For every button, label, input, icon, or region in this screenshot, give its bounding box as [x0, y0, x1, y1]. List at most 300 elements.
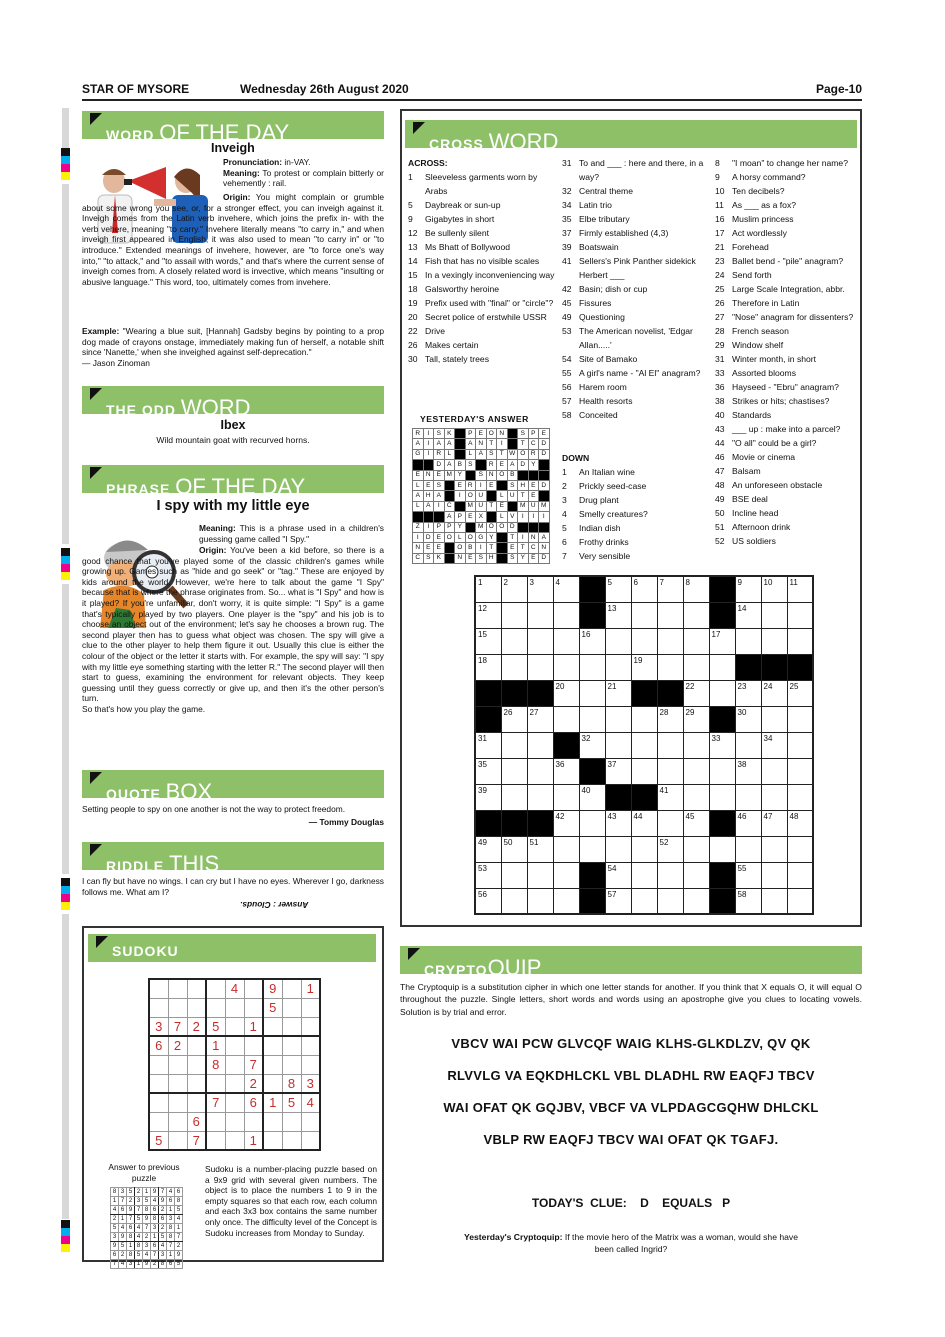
sudoku-cell[interactable] — [225, 1093, 244, 1112]
sudoku-cell[interactable]: 5 — [282, 1093, 301, 1112]
sudoku-cell[interactable] — [187, 1093, 206, 1112]
sudoku-cell[interactable]: 1 — [244, 1131, 263, 1150]
crossword-cell[interactable] — [553, 602, 579, 628]
crossword-cell[interactable]: 20 — [553, 680, 579, 706]
crossword-cell[interactable]: 8 — [683, 576, 709, 602]
crossword-cell[interactable]: 51 — [527, 836, 553, 862]
crossword-cell[interactable] — [657, 758, 683, 784]
answer-cell: 6 — [167, 1260, 175, 1269]
black-square — [539, 460, 550, 470]
sudoku-cell[interactable]: 8 — [206, 1055, 225, 1074]
sudoku-cell[interactable] — [301, 1036, 320, 1055]
clue-item — [715, 352, 860, 366]
black-square — [527, 810, 553, 836]
crossword-cell[interactable] — [735, 836, 761, 862]
sudoku-cell[interactable] — [168, 1131, 187, 1150]
clue-text: Secret police of erstwhile USSR — [425, 312, 547, 322]
answer-cell: D — [507, 522, 518, 532]
crossword-cell[interactable] — [787, 888, 813, 914]
crossword-cell[interactable] — [735, 628, 761, 654]
crossword-cell[interactable] — [527, 654, 553, 680]
clue-number: 17 — [715, 228, 725, 238]
crossword-cell[interactable]: 46 — [735, 810, 761, 836]
sudoku-cell[interactable] — [206, 1112, 225, 1131]
crossword-cell[interactable] — [527, 732, 553, 758]
crossword-banner: CROSS WORD — [405, 120, 857, 148]
yesterday-answer-label: YESTERDAY'S ANSWER — [420, 414, 529, 424]
sudoku-cell[interactable] — [206, 1131, 225, 1150]
sudoku-cell[interactable] — [263, 1112, 282, 1131]
crossword-cell[interactable]: 57 — [605, 888, 631, 914]
crossword-cell[interactable] — [579, 654, 605, 680]
sudoku-cell[interactable] — [168, 1055, 187, 1074]
clue-item — [562, 394, 712, 408]
crossword-cell[interactable] — [579, 680, 605, 706]
sudoku-cell[interactable] — [282, 1112, 301, 1131]
crossword-cell[interactable]: 22 — [683, 680, 709, 706]
sudoku-cell[interactable] — [263, 1036, 282, 1055]
crossword-cell[interactable]: 40 — [579, 784, 605, 810]
cryptoquip-line: WAI OFAT QK GQJBV, VBCF VA VLPDAGCGQHW DHLCKL — [443, 1100, 819, 1115]
sudoku-cell[interactable]: 7 — [187, 1131, 206, 1150]
clue-number: 44 — [715, 438, 725, 448]
black-square — [507, 429, 518, 439]
crossword-cell[interactable]: 52 — [657, 836, 683, 862]
crossword-cell[interactable]: 14 — [735, 602, 761, 628]
crossword-cell[interactable] — [631, 628, 657, 654]
sudoku-cell[interactable] — [282, 998, 301, 1017]
sudoku-cell[interactable] — [149, 1093, 168, 1112]
clue-text: US soldiers — [732, 536, 776, 546]
sudoku-answer-label: Answer to previous puzzle — [108, 1162, 180, 1183]
clue-number: 7 — [562, 551, 567, 561]
sudoku-cell[interactable] — [168, 979, 187, 998]
crossword-cell[interactable] — [527, 628, 553, 654]
sudoku-cell[interactable] — [244, 979, 263, 998]
crossword-cell[interactable] — [683, 732, 709, 758]
crossword-cell[interactable] — [657, 888, 683, 914]
crossword-cell[interactable]: 18 — [475, 654, 501, 680]
sudoku-cell[interactable]: 5 — [149, 1131, 168, 1150]
sudoku-cell[interactable] — [206, 979, 225, 998]
crossword-grid[interactable] — [474, 575, 814, 915]
sudoku-cell[interactable] — [301, 1017, 320, 1036]
crossword-cell[interactable]: 45 — [683, 810, 709, 836]
sudoku-cell[interactable] — [263, 1131, 282, 1150]
crossword-cell[interactable] — [605, 732, 631, 758]
sudoku-cell[interactable]: 9 — [263, 979, 282, 998]
answer-cell: A — [423, 501, 434, 511]
crossword-cell[interactable] — [501, 888, 527, 914]
crossword-cell[interactable] — [683, 654, 709, 680]
crossword-cell[interactable] — [579, 706, 605, 732]
crossword-cell[interactable] — [787, 628, 813, 654]
crossword-cell[interactable] — [683, 758, 709, 784]
crossword-cell[interactable] — [787, 706, 813, 732]
crossword-cell[interactable]: 24 — [761, 680, 787, 706]
crossword-cell[interactable] — [605, 836, 631, 862]
crossword-cell[interactable] — [709, 654, 735, 680]
crossword-cell[interactable] — [761, 862, 787, 888]
sudoku-cell[interactable] — [282, 1055, 301, 1074]
sudoku-cell[interactable] — [301, 1055, 320, 1074]
sudoku-cell[interactable] — [206, 998, 225, 1017]
crossword-cell[interactable]: 26 — [501, 706, 527, 732]
crossword-cell[interactable]: 58 — [735, 888, 761, 914]
answer-cell: 7 — [151, 1251, 159, 1260]
crossword-cell[interactable] — [631, 706, 657, 732]
answer-cell: 7 — [119, 1197, 127, 1206]
crossword-cell[interactable]: 49 — [475, 836, 501, 862]
sudoku-cell[interactable]: 7 — [244, 1055, 263, 1074]
crossword-cell[interactable] — [527, 888, 553, 914]
crossword-cell[interactable]: 54 — [605, 862, 631, 888]
crossword-cell[interactable]: 5 — [605, 576, 631, 602]
crossword-cell[interactable]: 15 — [475, 628, 501, 654]
crossword-cell[interactable] — [527, 784, 553, 810]
sudoku-cell[interactable]: 4 — [225, 979, 244, 998]
sudoku-cell[interactable] — [149, 1112, 168, 1131]
sudoku-cell[interactable] — [244, 998, 263, 1017]
answer-cell: I — [497, 439, 508, 449]
sudoku-cell[interactable] — [282, 1131, 301, 1150]
sudoku-cell[interactable] — [168, 1074, 187, 1093]
crossword-cell[interactable] — [683, 628, 709, 654]
clue-text: Questioning — [579, 312, 625, 322]
sudoku-cell[interactable] — [263, 1055, 282, 1074]
sudoku-cell[interactable] — [187, 998, 206, 1017]
clue-item — [562, 198, 712, 212]
sudoku-cell[interactable] — [225, 1036, 244, 1055]
black-square — [709, 602, 735, 628]
sudoku-cell[interactable]: 6 — [244, 1093, 263, 1112]
crossword-cell[interactable]: 16 — [579, 628, 605, 654]
clue-text: Central theme — [579, 186, 633, 196]
crossword-cell[interactable] — [657, 862, 683, 888]
sudoku-cell[interactable]: 3 — [301, 1074, 320, 1093]
sudoku-cell[interactable] — [187, 1036, 206, 1055]
crossword-cell[interactable]: 29 — [683, 706, 709, 732]
crossword-cell[interactable]: 43 — [605, 810, 631, 836]
crossword-cell[interactable] — [761, 628, 787, 654]
crossword-cell[interactable] — [631, 862, 657, 888]
crossword-cell[interactable]: 33 — [709, 732, 735, 758]
clue-number: 37 — [562, 228, 572, 238]
crossword-cell[interactable] — [683, 862, 709, 888]
crossword-cell[interactable]: 50 — [501, 836, 527, 862]
crossword-cell[interactable] — [527, 758, 553, 784]
sudoku-cell[interactable] — [149, 1074, 168, 1093]
sudoku-cell[interactable] — [263, 1017, 282, 1036]
crossword-cell[interactable]: 55 — [735, 862, 761, 888]
crossword-cell[interactable] — [761, 836, 787, 862]
answer-cell: S — [518, 429, 529, 439]
crossword-cell[interactable] — [709, 758, 735, 784]
crossword-cell[interactable] — [657, 602, 683, 628]
clue-number: 13 — [408, 242, 418, 252]
crossword-cell[interactable]: 35 — [475, 758, 501, 784]
crossword-cell[interactable] — [501, 732, 527, 758]
sudoku-cell[interactable] — [187, 979, 206, 998]
sudoku-cell[interactable] — [225, 1055, 244, 1074]
crossword-cell[interactable] — [501, 602, 527, 628]
crossword-cell[interactable]: 56 — [475, 888, 501, 914]
crossword-cell[interactable] — [735, 784, 761, 810]
crossword-cell[interactable] — [683, 836, 709, 862]
crossword-cell[interactable]: 13 — [605, 602, 631, 628]
odd-word-meaning: Wild mountain goat with recurved horns. — [156, 435, 310, 445]
answer-cell: 3 — [111, 1233, 119, 1242]
crossword-cell[interactable]: 36 — [553, 758, 579, 784]
crossword-cell[interactable] — [579, 810, 605, 836]
sudoku-cell[interactable] — [225, 1074, 244, 1093]
crossword-cell[interactable]: 39 — [475, 784, 501, 810]
crossword-cell[interactable]: 42 — [553, 810, 579, 836]
crossword-cell[interactable]: 9 — [735, 576, 761, 602]
crossword-cell[interactable] — [527, 602, 553, 628]
crossword-cell[interactable] — [605, 628, 631, 654]
crossword-cell[interactable] — [787, 784, 813, 810]
sudoku-cell[interactable]: 2 — [244, 1074, 263, 1093]
crossword-cell[interactable] — [761, 784, 787, 810]
sudoku-cell[interactable] — [187, 1074, 206, 1093]
sudoku-cell[interactable]: 1 — [263, 1093, 282, 1112]
crossword-cell[interactable] — [657, 732, 683, 758]
sudoku-cell[interactable] — [244, 1036, 263, 1055]
crossword-cell[interactable]: 21 — [605, 680, 631, 706]
sudoku-cell[interactable] — [282, 1036, 301, 1055]
sudoku-grid[interactable] — [148, 978, 321, 1151]
clue-number: 51 — [715, 522, 725, 532]
answer-cell: B — [507, 470, 518, 480]
crossword-cell[interactable] — [761, 602, 787, 628]
sudoku-cell[interactable]: 5 — [206, 1017, 225, 1036]
crossword-cell[interactable] — [553, 888, 579, 914]
crossword-cell[interactable] — [501, 758, 527, 784]
clue-text: "I moan" to change her name? — [732, 158, 848, 168]
answer-cell: E — [486, 480, 497, 490]
clue-number: 57 — [562, 396, 572, 406]
crossword-cell[interactable] — [553, 628, 579, 654]
answer-cell: 1 — [175, 1224, 183, 1233]
sudoku-cell[interactable]: 2 — [168, 1036, 187, 1055]
clue-number: 19 — [408, 298, 418, 308]
crossword-cell[interactable]: 30 — [735, 706, 761, 732]
sudoku-cell[interactable]: 6 — [149, 1036, 168, 1055]
sudoku-cell[interactable] — [168, 1112, 187, 1131]
clue-text: Therefore in Latin — [732, 298, 800, 308]
clue-item — [408, 324, 558, 338]
answer-cell: K — [444, 429, 455, 439]
black-square — [486, 512, 497, 522]
crossword-cell[interactable]: 1 — [475, 576, 501, 602]
sudoku-cell[interactable] — [263, 1074, 282, 1093]
crossword-cell[interactable]: 37 — [605, 758, 631, 784]
down-heading: DOWN — [562, 453, 590, 463]
answer-cell: P — [444, 522, 455, 532]
crossword-cell[interactable] — [553, 862, 579, 888]
crossword-cell[interactable] — [683, 602, 709, 628]
crossword-cell[interactable] — [579, 836, 605, 862]
answer-cell: 7 — [127, 1215, 135, 1224]
crossword-cell[interactable] — [683, 784, 709, 810]
crossword-cell[interactable]: 25 — [787, 680, 813, 706]
crossword-cell[interactable] — [657, 810, 683, 836]
clue-number: 16 — [715, 214, 725, 224]
crossword-cell[interactable]: 7 — [657, 576, 683, 602]
answer-cell: Y — [528, 460, 539, 470]
crossword-cell[interactable] — [631, 888, 657, 914]
clue-text: The American novelist, 'Edgar Allan.....' — [579, 326, 693, 350]
answer-cell: 8 — [159, 1260, 167, 1269]
answer-cell: E — [539, 429, 550, 439]
sudoku-cell[interactable]: 1 — [206, 1036, 225, 1055]
sudoku-cell[interactable]: 4 — [301, 1093, 320, 1112]
clue-item — [562, 282, 712, 296]
crossword-cell[interactable]: 48 — [787, 810, 813, 836]
clue-text: Ms Bhatt of Bollywood — [425, 242, 511, 252]
crossword-cell[interactable] — [787, 836, 813, 862]
answer-cell: V — [507, 512, 518, 522]
sudoku-cell[interactable]: 6 — [187, 1112, 206, 1131]
crossword-cell[interactable] — [761, 758, 787, 784]
crossword-cell[interactable] — [553, 784, 579, 810]
crossword-cell[interactable]: 32 — [579, 732, 605, 758]
crossword-cell[interactable]: 6 — [631, 576, 657, 602]
answer-cell: S — [507, 480, 518, 490]
crossword-cell[interactable] — [553, 706, 579, 732]
crossword-cell[interactable] — [631, 758, 657, 784]
sudoku-cell[interactable]: 1 — [244, 1017, 263, 1036]
crossword-cell[interactable] — [709, 784, 735, 810]
crossword-cell[interactable] — [553, 836, 579, 862]
crossword-cell[interactable] — [501, 654, 527, 680]
sudoku-cell[interactable] — [206, 1074, 225, 1093]
answer-cell: S — [465, 460, 476, 470]
answer-cell: C — [413, 553, 424, 563]
crossword-cell[interactable]: 38 — [735, 758, 761, 784]
crossword-cell[interactable] — [657, 628, 683, 654]
sudoku-cell[interactable] — [225, 1112, 244, 1131]
crossword-cell[interactable]: 12 — [475, 602, 501, 628]
answer-cell: D — [539, 553, 550, 563]
answer-cell: I — [476, 543, 487, 553]
answer-cell: 2 — [143, 1233, 151, 1242]
crossword-cell[interactable]: 2 — [501, 576, 527, 602]
crossword-cell[interactable] — [657, 654, 683, 680]
crossword-cell[interactable] — [761, 706, 787, 732]
crossword-cell[interactable]: 53 — [475, 862, 501, 888]
crossword-cell[interactable] — [735, 732, 761, 758]
clue-text: Daybreak or sun-up — [425, 200, 501, 210]
sudoku-cell[interactable]: 1 — [301, 979, 320, 998]
crossword-cell[interactable]: 3 — [527, 576, 553, 602]
clue-item — [408, 282, 558, 296]
sudoku-cell[interactable] — [149, 1055, 168, 1074]
sudoku-cell[interactable]: 7 — [206, 1093, 225, 1112]
sudoku-cell[interactable] — [149, 998, 168, 1017]
clue-number: 23 — [715, 256, 725, 266]
sudoku-cell[interactable]: 2 — [187, 1017, 206, 1036]
clue-text: Conceited — [579, 410, 618, 420]
sudoku-cell[interactable] — [149, 979, 168, 998]
crossword-cell[interactable] — [787, 732, 813, 758]
margin-rule — [62, 584, 69, 874]
sudoku-cell[interactable] — [225, 1131, 244, 1150]
crossword-cell[interactable] — [787, 758, 813, 784]
answer-cell: T — [518, 439, 529, 449]
answer-cell: T — [507, 532, 518, 542]
crossword-cell[interactable] — [501, 862, 527, 888]
sudoku-cell[interactable] — [301, 1112, 320, 1131]
crossword-cell[interactable]: 4 — [553, 576, 579, 602]
crossword-cell[interactable] — [631, 602, 657, 628]
crossword-cell[interactable] — [553, 654, 579, 680]
answer-cell: L — [413, 501, 424, 511]
crossword-cell[interactable] — [501, 784, 527, 810]
crossword-cell[interactable]: 31 — [475, 732, 501, 758]
crossword-cell[interactable]: 28 — [657, 706, 683, 732]
crossword-cell[interactable]: 47 — [761, 810, 787, 836]
sudoku-cell[interactable] — [282, 979, 301, 998]
crossword-cell[interactable]: 27 — [527, 706, 553, 732]
sudoku-cell[interactable] — [187, 1055, 206, 1074]
crossword-cell[interactable] — [631, 732, 657, 758]
sudoku-cell[interactable] — [225, 998, 244, 1017]
crossword-cell[interactable]: 10 — [761, 576, 787, 602]
answer-cell: L — [465, 449, 476, 459]
clue-text: Be sullenly silent — [425, 228, 490, 238]
crossword-cell[interactable]: 19 — [631, 654, 657, 680]
crossword-cell[interactable]: 41 — [657, 784, 683, 810]
crossword-cell[interactable] — [631, 836, 657, 862]
clue-number: 55 — [562, 368, 572, 378]
answer-cell: S — [423, 553, 434, 563]
crossword-cell[interactable]: 17 — [709, 628, 735, 654]
crossword-cell[interactable] — [709, 680, 735, 706]
sudoku-cell[interactable] — [301, 1131, 320, 1150]
crossword-cell[interactable]: 44 — [631, 810, 657, 836]
crossword-cell[interactable] — [709, 836, 735, 862]
crossword-cell[interactable]: 34 — [761, 732, 787, 758]
crossword-cell[interactable] — [761, 888, 787, 914]
sudoku-cell[interactable]: 7 — [168, 1017, 187, 1036]
sudoku-cell[interactable] — [168, 998, 187, 1017]
crossword-cell[interactable] — [527, 862, 553, 888]
answer-cell: 8 — [143, 1206, 151, 1215]
crossword-cell[interactable]: 23 — [735, 680, 761, 706]
crossword-cell[interactable] — [605, 706, 631, 732]
crossword-cell[interactable] — [787, 602, 813, 628]
crossword-cell[interactable]: 11 — [787, 576, 813, 602]
crossword-cell[interactable] — [787, 862, 813, 888]
sudoku-cell[interactable]: 8 — [282, 1074, 301, 1093]
sudoku-cell[interactable]: 3 — [149, 1017, 168, 1036]
sudoku-cell[interactable] — [168, 1093, 187, 1112]
crossword-cell[interactable] — [605, 654, 631, 680]
sudoku-cell[interactable] — [301, 998, 320, 1017]
crossword-cell[interactable] — [501, 628, 527, 654]
black-square — [518, 470, 529, 480]
answer-cell: T — [497, 449, 508, 459]
sudoku-cell[interactable] — [282, 1017, 301, 1036]
clue-number: 21 — [715, 242, 725, 252]
sudoku-cell[interactable] — [244, 1112, 263, 1131]
clue-item — [408, 310, 558, 324]
sudoku-cell[interactable] — [225, 1017, 244, 1036]
sudoku-cell[interactable]: 5 — [263, 998, 282, 1017]
crossword-cell[interactable] — [683, 888, 709, 914]
